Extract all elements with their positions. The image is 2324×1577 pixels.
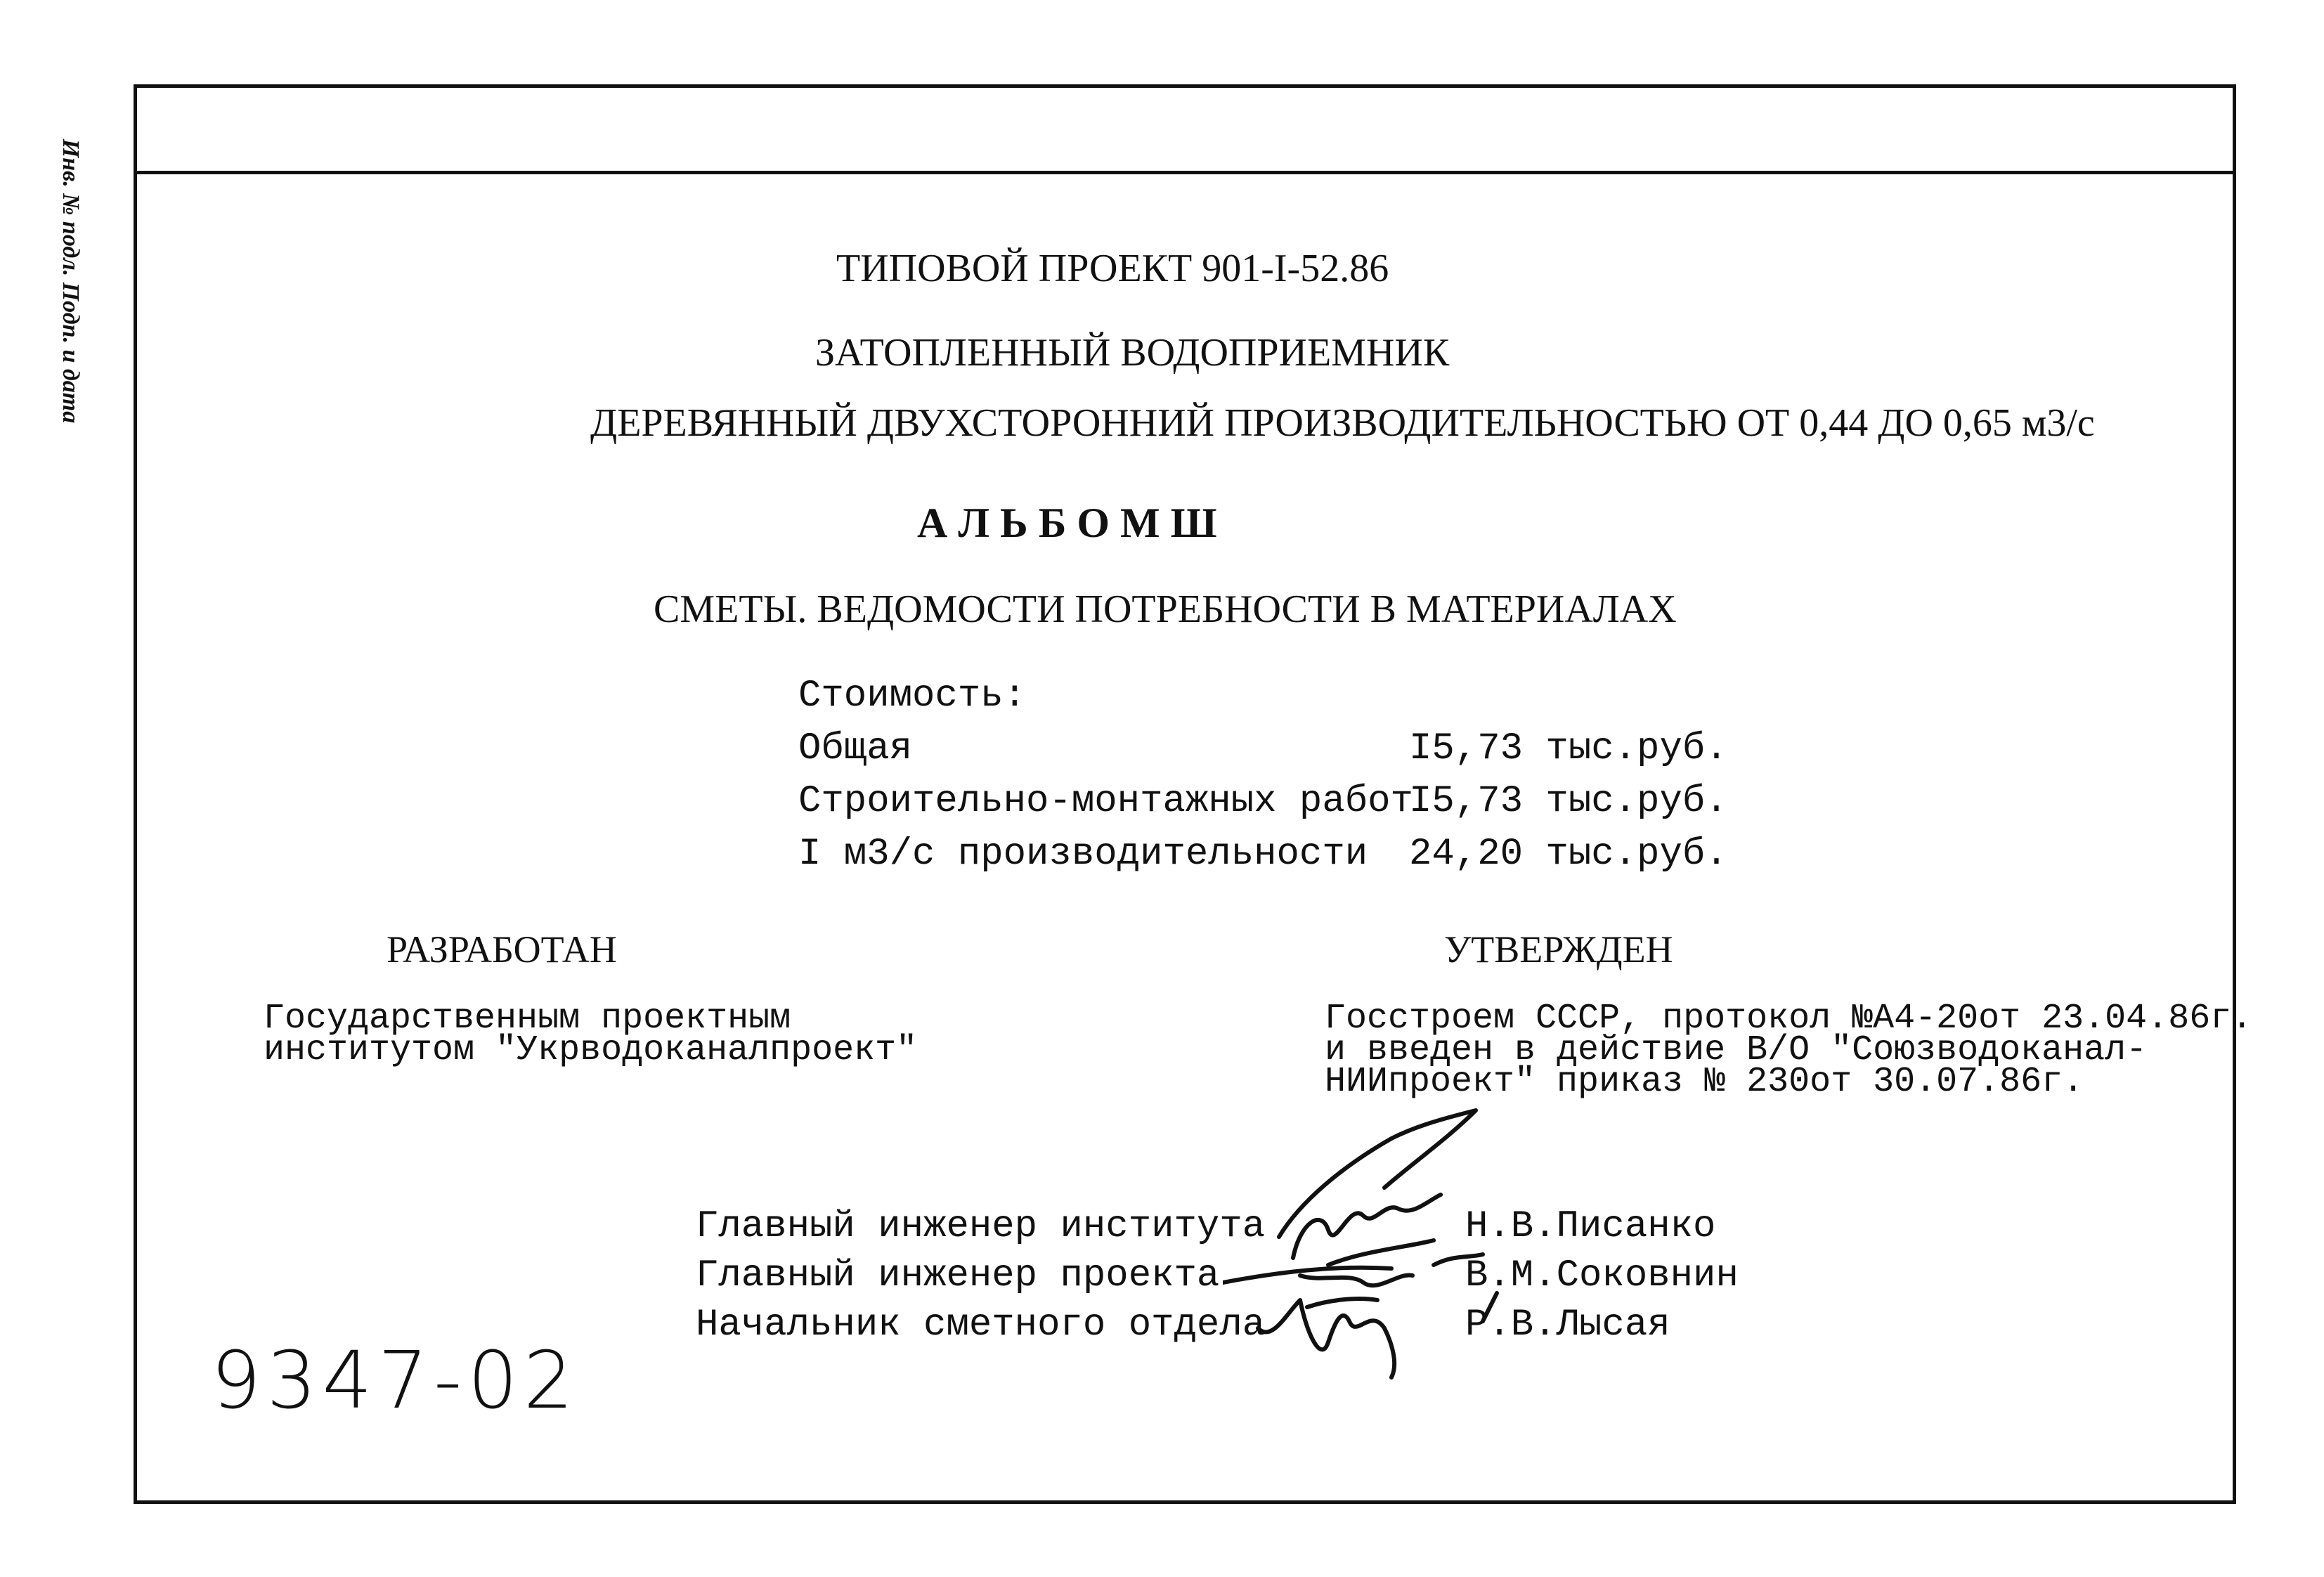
top-strip (137, 88, 2233, 174)
signature-name: Р.В.Лысая (1465, 1304, 1670, 1346)
signature-name: Н.В.Писанко (1465, 1205, 1716, 1248)
album-subtitle: СМЕТЫ. ВЕДОМОСТИ ПОТРЕБНОСТИ В МАТЕРИАЛАХ (654, 588, 1677, 631)
developed-heading: РАЗРАБОТАН (387, 928, 617, 971)
approved-line-3: НИИпроект" приказ № 230от 30.07.86г. (1325, 1062, 2084, 1102)
signature-stroke (1328, 1240, 1434, 1265)
title-line-2: ДЕРЕВЯННЫЙ ДВУХСТОРОННИЙ ПРОИЗВОДИТЕЛЬНОСТЬЮ ОТ 0,44 ДО 0,65 м3/с (590, 401, 2095, 445)
project-line: ТИПОВОЙ ПРОЕКТ 901-I-52.86 (836, 247, 1389, 290)
signature-stroke (1300, 1275, 1413, 1285)
document-number: 9347-02 (211, 1335, 579, 1427)
side-note-text: Инв. № подл. Подп. и дата (58, 138, 84, 424)
signature-stroke (1223, 1268, 1391, 1283)
cost-row-value: 24,20 тыс.руб. (1409, 833, 1728, 876)
cost-row-label: I м3/с производительности (798, 833, 1368, 876)
signature-stroke (1434, 1254, 1483, 1265)
signature-stroke (1258, 1300, 1394, 1377)
signature-role: Главный инженер института (696, 1205, 1266, 1248)
signature-role: Начальник сметного отдела (696, 1304, 1266, 1346)
album-title: А Л Ь Б О М Ш (917, 500, 1217, 546)
approved-heading: УТВЕРЖДЕН (1444, 928, 1673, 971)
developed-line-2: институтом "Укрводоканалпроект" (264, 1030, 918, 1070)
cost-row-label: Строительно-монтажных работ (798, 780, 1413, 823)
approved-line-2: и введен в действие В/О "Союзводоканал- (1325, 1030, 2148, 1070)
signature-name: В.М.Соковнин (1465, 1254, 1739, 1297)
cost-row-value: I5,73 тыс.руб. (1409, 727, 1728, 770)
cost-row-value: I5,73 тыс.руб. (1409, 780, 1728, 823)
approved-line-1: Госстроем СССР, протокол №А4-20от 23.04.86г. (1325, 999, 2253, 1039)
signature-stroke (1279, 1110, 1476, 1237)
side-note (42, 63, 98, 499)
signature-stroke (1307, 1299, 1377, 1307)
signature-stroke (1483, 1293, 1497, 1321)
signature-stroke (1293, 1195, 1441, 1258)
signature-role: Главный инженер проекта (696, 1254, 1220, 1297)
cost-row-label: Общая (798, 727, 913, 770)
developed-line-1: Государственным проектным (264, 999, 791, 1039)
title-line-1: ЗАТОПЛЕННЫЙ ВОДОПРИЕМНИК (815, 331, 1450, 375)
handwritten-signatures (1223, 1096, 1546, 1420)
cost-heading: Стоимость: (798, 675, 1027, 718)
